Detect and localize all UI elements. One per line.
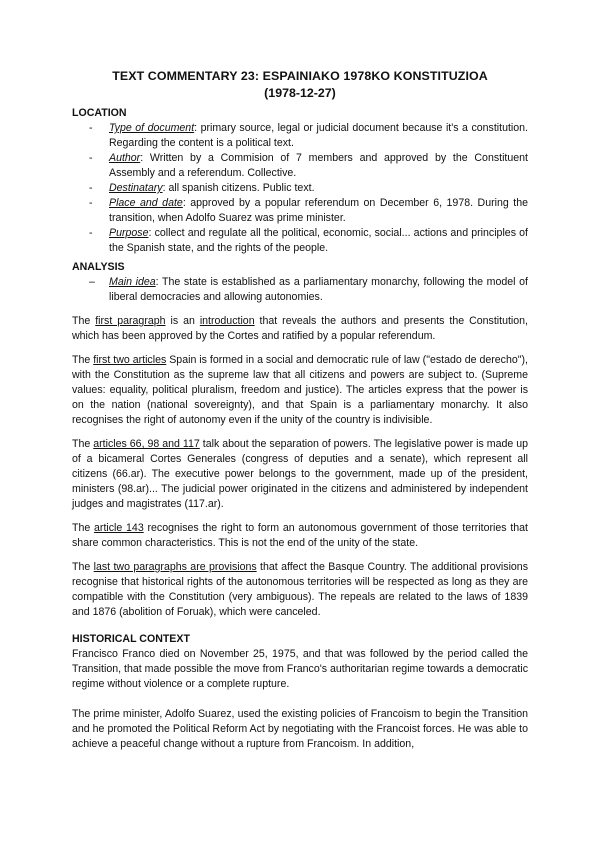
item-text: : collect and regulate all the political, economic, social... actions and principles of the Spanish state, and the rights of the people.	[109, 227, 528, 254]
analysis-paragraph-5: The last two paragraphs are provisions that affect the Basque Country. The additional provisions recognise that historical rights of the autonomous territories will be respected as long as they are compatible with the Constitution (very ambiguous). The repeals are related to the laws of 1839 and 1876 (abolition of Foruak), which were canceled.	[72, 561, 528, 618]
item-label: Purpose	[109, 227, 149, 239]
item-text: : all spanish citizens. Public text.	[162, 182, 315, 194]
document-date: (1978-12-27)	[264, 86, 336, 100]
list-item-place-date: - Place and date: approved by a popular referendum on December 6, 1978. During the transition, when Adolfo Suarez was prime minister.	[89, 197, 528, 224]
location-heading: LOCATION	[72, 107, 127, 119]
analysis-paragraph-3: The articles 66, 98 and 117 talk about the separation of powers. The legislative power is made up of a bicameral Cortes Generales (congress of deputies and a senate), which represent all citizens (66.ar). The executive power belongs to the government, made up of the president, ministers (98.ar)... The judicial power originated in the citizens and administered by independent judges and magistrates (117.ar).	[72, 438, 529, 510]
analysis-list	[72, 275, 528, 305]
list-item-type: - Type of document: primary source, legal or judicial document because it's a constitution. Regarding the content is a political text.	[89, 122, 528, 149]
historical-context-heading: HISTORICAL CONTEXT	[72, 633, 190, 645]
item-text: : Written by a Commision of 7 members and approved by the Constituent Assembly and a referendum. Collective.	[109, 152, 528, 179]
context-paragraph-1: Francisco Franco died on November 25, 1975, and that was followed by the period called the Transition, that made possible the move from Franco's authoritarian regime towards a democratic regime without violence or a complete rupture.	[72, 648, 528, 690]
analysis-paragraph-2: The first two articles Spain is formed in a social and democratic rule of law ("estado de derecho"), with the Constitution as the supreme law that all citizens and powers are subject to. (Supreme values: equality, political pluralism, freedom and justice). The articles express that the power is on the nation (national sovereignty), and that Spain is a parliamentary monarchy. It also recognises the right of autonomy even if the unity of the country is indivisible.	[72, 354, 528, 426]
analysis-heading: ANALYSIS	[72, 261, 125, 273]
location-list	[72, 121, 528, 256]
item-label: Author	[109, 152, 141, 164]
item-label: Place and date	[109, 197, 183, 209]
analysis-paragraph-1: The first paragraph is an introduction that reveals the authors and presents the Constitution, which has been approved by the Cortes and ratified by a popular referendum.	[72, 315, 528, 342]
item-label: Main idea	[109, 276, 156, 288]
list-item-destinatary: - Destinatary: all spanish citizens. Public text.	[89, 182, 315, 194]
item-text: : The state is established as a parliamentary monarchy, following the model of liberal democracies and allowing autonomies.	[109, 276, 528, 303]
list-item-main-idea: – Main idea: The state is established as a parliamentary monarchy, following the model of liberal democracies and allowing autonomies.	[89, 276, 528, 303]
document-body	[72, 68, 528, 752]
item-text: : approved by a popular referendum on December 6, 1978. During the transition, when Adolfo Suarez was prime minister.	[109, 197, 528, 224]
list-item-purpose: - Purpose: collect and regulate all the political, economic, social... actions and principles of the Spanish state, and the rights of the people.	[89, 227, 528, 254]
item-label: Destinatary	[109, 182, 163, 194]
document-title: TEXT COMMENTARY 23: ESPAINIAKO 1978KO KONSTITUZIOA	[112, 69, 488, 83]
analysis-paragraph-4: The article 143 recognises the right to form an autonomous government of those territories that share common characteristics. This is not the end of the unity of the state.	[72, 522, 528, 549]
item-text: : primary source, legal or judicial document because it's a constitution. Regarding the content is a political text.	[109, 122, 528, 149]
list-item-author: - Author: Written by a Commision of 7 members and approved by the Constituent Assembly and a referendum. Collective.	[89, 152, 528, 179]
item-label: Type of document	[109, 122, 195, 134]
context-paragraph-2: The prime minister, Adolfo Suarez, used the existing policies of Francoism to begin the Transition and he promoted the Political Reform Act by negotiating with the Francoist forces. He was able to achieve a peaceful change without a rupture from Francoism. In addition,	[72, 708, 528, 750]
